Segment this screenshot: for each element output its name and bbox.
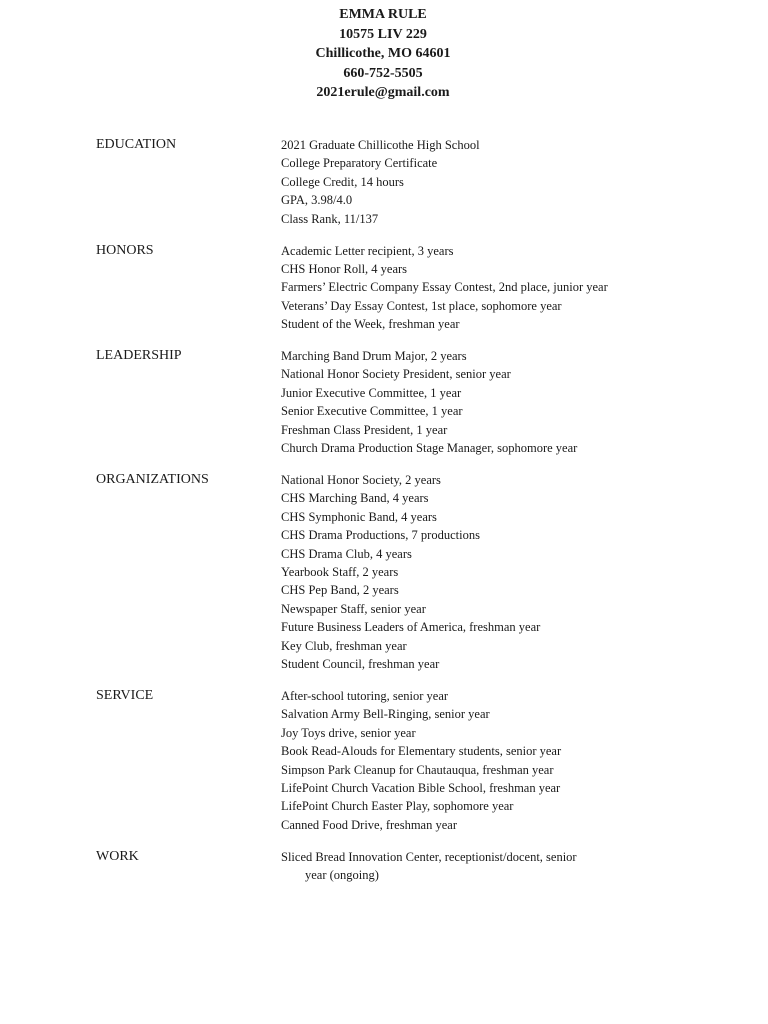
section-organizations [96, 471, 716, 673]
list-item: Joy Toys drive, senior year [281, 725, 416, 740]
section-education [96, 136, 716, 228]
list-item: Newspaper Staff, senior year [281, 601, 426, 616]
list-item: Sliced Bread Innovation Center, receptionist/docent, senior [281, 849, 577, 864]
list-item: Student Council, freshman year [281, 657, 440, 672]
resume-header [0, 5, 768, 103]
section-work [96, 848, 716, 885]
phone-number: 660-752-5505 [343, 65, 423, 81]
section-label-education: EDUCATION [96, 137, 177, 152]
list-item-continuation: year (ongoing) [305, 868, 379, 883]
section-label-honors: HONORS [96, 242, 154, 258]
section-label-service: SERVICE [96, 687, 154, 703]
list-item: Class Rank, 11/137 [281, 211, 379, 226]
list-item: Yearbook Staff, 2 years [281, 565, 399, 580]
list-item: Simpson Park Cleanup for Chautauqua, freshman year [281, 762, 554, 777]
email-address: 2021erule@gmail.com [316, 85, 450, 100]
leadership-items [281, 347, 716, 457]
work-items [281, 848, 716, 885]
resume-sections [96, 136, 716, 898]
list-item: CHS Honor Roll, 4 years [281, 261, 408, 276]
list-item: Academic Letter recipient, 3 years [281, 243, 454, 258]
list-item: Book Read-Alouds for Elementary students, senior year [281, 744, 562, 759]
list-item: Marching Band Drum Major, 2 years [281, 349, 467, 364]
address-line-1: 10575 LIV 229 [339, 26, 427, 42]
list-item: GPA, 3.98/4.0 [281, 193, 353, 208]
list-item: College Preparatory Certificate [281, 156, 438, 171]
list-item: Veterans’ Day Essay Contest, 1st place, sophomore year [281, 298, 562, 313]
list-item: Canned Food Drive, freshman year [281, 817, 457, 832]
list-item: Key Club, freshman year [281, 638, 407, 653]
list-item: CHS Pep Band, 2 years [281, 583, 399, 598]
service-items [281, 687, 716, 834]
list-item: Freshman Class President, 1 year [281, 422, 448, 437]
list-item: National Honor Society, 2 years [281, 473, 441, 487]
section-service [96, 687, 716, 834]
section-leadership [96, 347, 716, 457]
list-item: LifePoint Church Easter Play, sophomore year [281, 799, 514, 814]
list-item: CHS Symphonic Band, 4 years [281, 509, 437, 524]
list-item: College Credit, 14 hours [281, 174, 404, 189]
section-label-work: WORK [96, 848, 139, 864]
list-item: Salvation Army Bell-Ringing, senior year [281, 707, 490, 722]
list-item: Junior Executive Committee, 1 year [281, 385, 462, 400]
list-item: CHS Drama Club, 4 years [281, 546, 412, 561]
section-label-organizations: ORGANIZATIONS [96, 472, 209, 487]
education-items [281, 136, 716, 228]
list-item: LifePoint Church Vacation Bible School, freshman year [281, 781, 561, 795]
list-item: Future Business Leaders of America, freshman year [281, 620, 541, 635]
list-item: Student of the Week, freshman year [281, 317, 460, 332]
organizations-items [281, 471, 716, 673]
honors-items [281, 242, 716, 334]
address-line-2: Chillicothe, MO 64601 [315, 46, 451, 61]
list-item: Farmers’ Electric Company Essay Contest, 2nd place, junior year [281, 280, 608, 295]
list-item: CHS Drama Productions, 7 productions [281, 528, 480, 543]
section-honors [96, 242, 716, 334]
list-item: 2021 Graduate Chillicothe High School [281, 138, 480, 152]
list-item: Senior Executive Committee, 1 year [281, 404, 463, 419]
list-item: After-school tutoring, senior year [281, 688, 449, 703]
list-item: National Honor Society President, senior year [281, 367, 511, 382]
applicant-name: EMMA RULE [339, 7, 427, 22]
list-item: Church Drama Production Stage Manager, sophomore year [281, 441, 578, 456]
section-label-leadership: LEADERSHIP [96, 348, 182, 364]
list-item: CHS Marching Band, 4 years [281, 491, 429, 506]
